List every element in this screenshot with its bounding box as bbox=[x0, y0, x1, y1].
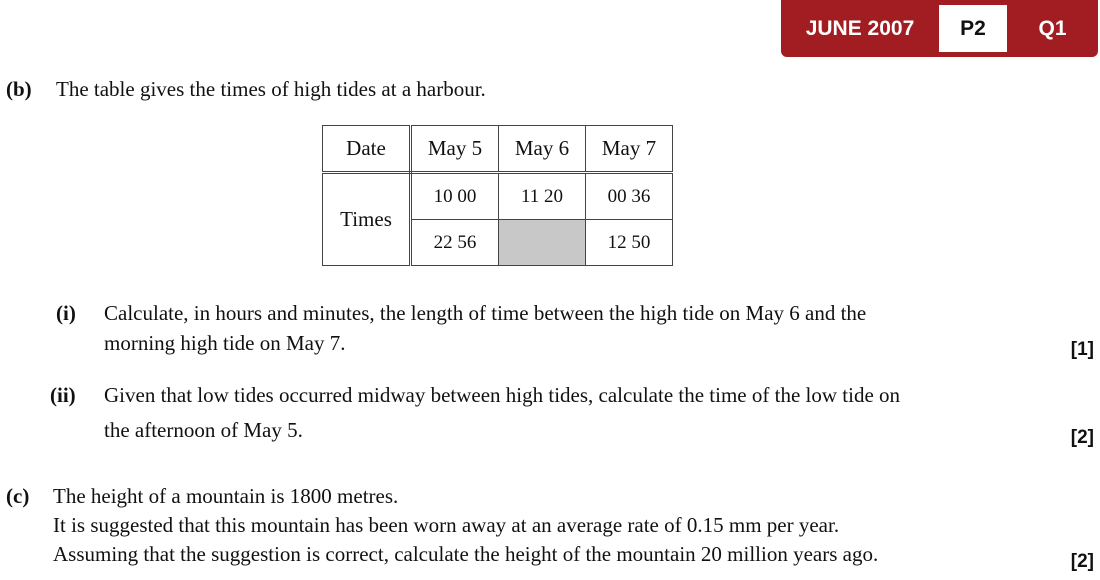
table-header-cell: May 7 bbox=[586, 126, 673, 173]
table-header-cell: May 5 bbox=[411, 126, 499, 173]
part-b-label: (b) bbox=[6, 77, 32, 101]
part-c-line3: Assuming that the suggestion is correct, calculate the height of the mountain 20 million years ago. bbox=[53, 542, 879, 566]
tide-times-table bbox=[322, 125, 673, 266]
part-b-text: The table gives the times of high tides at a harbour. bbox=[56, 77, 486, 101]
table-cell: 12 50 bbox=[586, 220, 673, 266]
table-cell: 22 56 bbox=[411, 220, 499, 266]
sub-ii-label: (ii) bbox=[50, 383, 76, 407]
exam-header-badge bbox=[781, 0, 1098, 57]
table-row bbox=[323, 126, 673, 173]
part-c-marks: [2] bbox=[1070, 551, 1094, 572]
table-row bbox=[323, 173, 673, 220]
paper-number: P2 bbox=[939, 5, 1007, 52]
exam-date: JUNE 2007 bbox=[805, 17, 915, 40]
sub-i-line2: morning high tide on May 7. bbox=[104, 331, 346, 355]
part-c-line1: The height of a mountain is 1800 metres. bbox=[53, 484, 399, 508]
question-number: Q1 bbox=[1038, 17, 1067, 40]
table-header-cell: May 6 bbox=[499, 126, 586, 173]
table-header-date: Date bbox=[323, 126, 411, 173]
part-c-label: (c) bbox=[6, 484, 30, 508]
sub-i-label: (i) bbox=[56, 301, 76, 325]
table-cell: 11 20 bbox=[499, 173, 586, 220]
table-cell-shaded bbox=[499, 220, 586, 266]
sub-i-marks: [1] bbox=[1070, 339, 1094, 360]
table-cell: 00 36 bbox=[586, 173, 673, 220]
table-cell: 10 00 bbox=[411, 173, 499, 220]
table-row-label-times: Times bbox=[323, 173, 411, 266]
sub-ii-marks: [2] bbox=[1070, 427, 1094, 448]
sub-ii-line2: the afternoon of May 5. bbox=[104, 418, 303, 442]
sub-ii-line1: Given that low tides occurred midway between high tides, calculate the time of the low tide on bbox=[104, 383, 901, 407]
part-c-line2: It is suggested that this mountain has been worn away at an average rate of 0.15 mm per year. bbox=[53, 513, 840, 537]
sub-i-line1: Calculate, in hours and minutes, the length of time between the high tide on May 6 and the bbox=[104, 301, 867, 325]
